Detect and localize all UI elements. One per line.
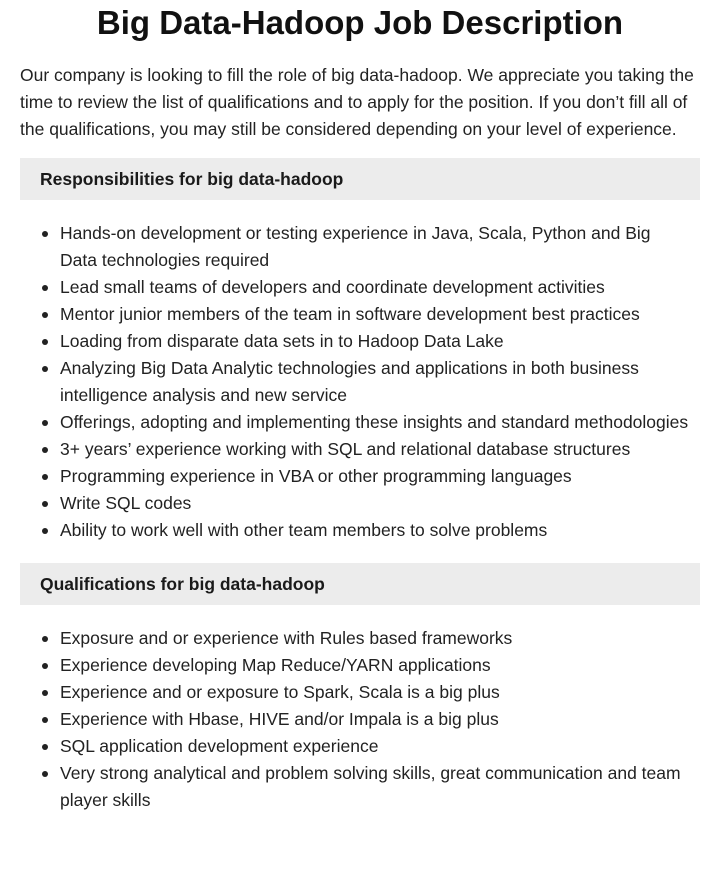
list-item: 3+ years’ experience working with SQL and relational database structures: [20, 436, 700, 463]
list-item: Loading from disparate data sets in to Hadoop Data Lake: [20, 328, 700, 355]
list-item: Experience developing Map Reduce/YARN applications: [20, 652, 700, 679]
page-title: Big Data-Hadoop Job Description: [96, 4, 624, 41]
list-item: Experience and or exposure to Spark, Scala is a big plus: [20, 679, 700, 706]
qualifications-list: [20, 605, 700, 814]
list-item: Ability to work well with other team members to solve problems: [20, 517, 700, 544]
list-item: Lead small teams of developers and coordinate development activities: [20, 274, 700, 301]
list-item: Analyzing Big Data Analytic technologies and applications in both business intelligence analysis and new service: [20, 355, 700, 409]
list-item: Very strong analytical and problem solving skills, great communication and team player skills: [20, 760, 700, 814]
list-item: SQL application development experience: [20, 733, 700, 760]
list-item: Programming experience in VBA or other programming languages: [20, 463, 700, 490]
responsibilities-list: [20, 200, 700, 544]
list-item: Write SQL codes: [20, 490, 700, 517]
list-item: Offerings, adopting and implementing these insights and standard methodologies: [20, 409, 700, 436]
intro-paragraph: Our company is looking to fill the role of big data-hadoop. We appreciate you taking the time to review the list of qualifications and to apply for the position. If you don’t fill all of the qualifications, you may still be considered depending on your level of experience.: [20, 65, 694, 139]
list-item: Mentor junior members of the team in software development best practices: [20, 301, 700, 328]
list-item: Experience with Hbase, HIVE and/or Impala is a big plus: [20, 706, 700, 733]
list-item: Hands-on development or testing experience in Java, Scala, Python and Big Data technologies required: [20, 220, 700, 274]
list-item: Exposure and or experience with Rules based frameworks: [20, 625, 700, 652]
qualifications-header: Qualifications for big data-hadoop: [20, 563, 700, 605]
responsibilities-header: Responsibilities for big data-hadoop: [20, 158, 700, 200]
